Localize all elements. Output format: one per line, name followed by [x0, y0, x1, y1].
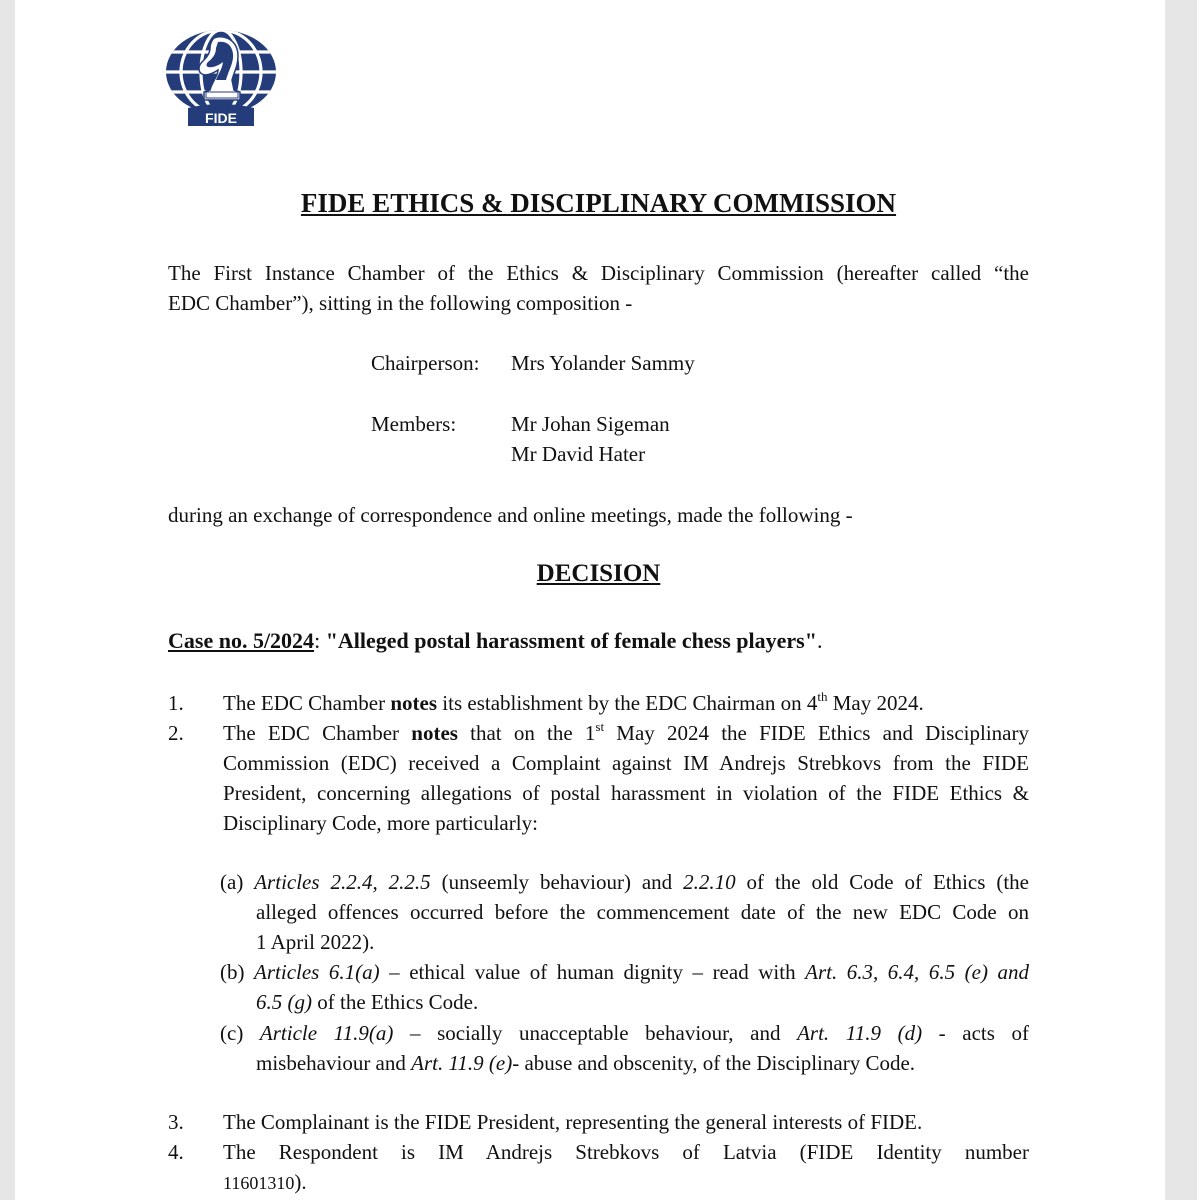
item-number: 4. [168, 1140, 184, 1164]
members-label: Members: [371, 412, 457, 436]
item-number: 1. [168, 691, 184, 715]
item-2-line-4: Disciplinary Code, more particularly: [223, 811, 538, 835]
case-subject: "Alleged postal harassment of female chess players" [325, 628, 817, 653]
subitem-b-line-2: 6.5 (g) of the Ethics Code. [256, 990, 479, 1014]
subitem-c-line-1: (c) Article 11.9(a) – socially unacceptable behaviour, and Art. 11.9 (d) - acts of [220, 1021, 1030, 1045]
intro-line-2: EDC Chamber”), sitting in the following composition - [168, 291, 633, 315]
case-title: Case no. 5/2024: "Alleged postal harassment of female chess players". [168, 628, 823, 653]
subitem-c-line-2: misbehaviour and Art. 11.9 (e)- abuse and obscenity, of the Disciplinary Code. [256, 1051, 916, 1075]
fide-logo [166, 30, 276, 128]
item-3-text: The Complainant is the FIDE President, representing the general interests of FIDE. [223, 1110, 923, 1134]
decision-heading: DECISION [536, 560, 661, 587]
member-name: Mr David Hater [511, 442, 646, 466]
item-2-line-1: The EDC Chamber notes that on the 1st May 2024 the FIDE Ethics and Disciplinary [223, 719, 1029, 745]
item-number: 2. [168, 721, 184, 745]
subitem-a-line-2: alleged offences occurred before the commencement date of the new EDC Code on [256, 900, 1029, 924]
subitem-a-line-1: (a) Articles 2.2.4, 2.2.5 (unseemly behaviour) and 2.2.10 of the old Code of Ethics (the [220, 870, 1029, 894]
subitem-a-line-3: 1 April 2022). [256, 930, 375, 954]
item-1-text: The EDC Chamber notes its establishment by the EDC Chairman on 4th May 2024. [223, 689, 924, 715]
fide-logo-text: FIDE [205, 110, 237, 126]
item-number: 3. [168, 1110, 184, 1134]
case-number: Case no. 5/2024 [168, 628, 315, 653]
chairperson-label: Chairperson: [371, 351, 480, 375]
proceedings-text: during an exchange of correspondence and online meetings, made the following - [168, 503, 853, 527]
subitem-b-line-1: (b) Articles 6.1(a) – ethical value of human dignity – read with Art. 6.3, 6.4, 6.5 (e) and [220, 960, 1029, 984]
item-2-line-3: President, concerning allegations of postal harassment in violation of the FIDE Ethics & [223, 781, 1029, 805]
commission-heading: FIDE ETHICS & DISCIPLINARY COMMISSION [300, 188, 897, 218]
item-2-line-2: Commission (EDC) received a Complaint against IM Andrejs Strebkovs from the FIDE [223, 751, 1029, 775]
member-name: Mr Johan Sigeman [511, 412, 670, 436]
item-4-line-2: 11601310). [223, 1170, 307, 1194]
intro-line-1: The First Instance Chamber of the Ethics & Disciplinary Commission (hereafter called “the [168, 261, 1029, 285]
chairperson-name: Mrs Yolander Sammy [511, 351, 695, 375]
item-4-line-1: The Respondent is IM Andrejs Strebkovs of Latvia (FIDE Identity number [223, 1140, 1029, 1164]
